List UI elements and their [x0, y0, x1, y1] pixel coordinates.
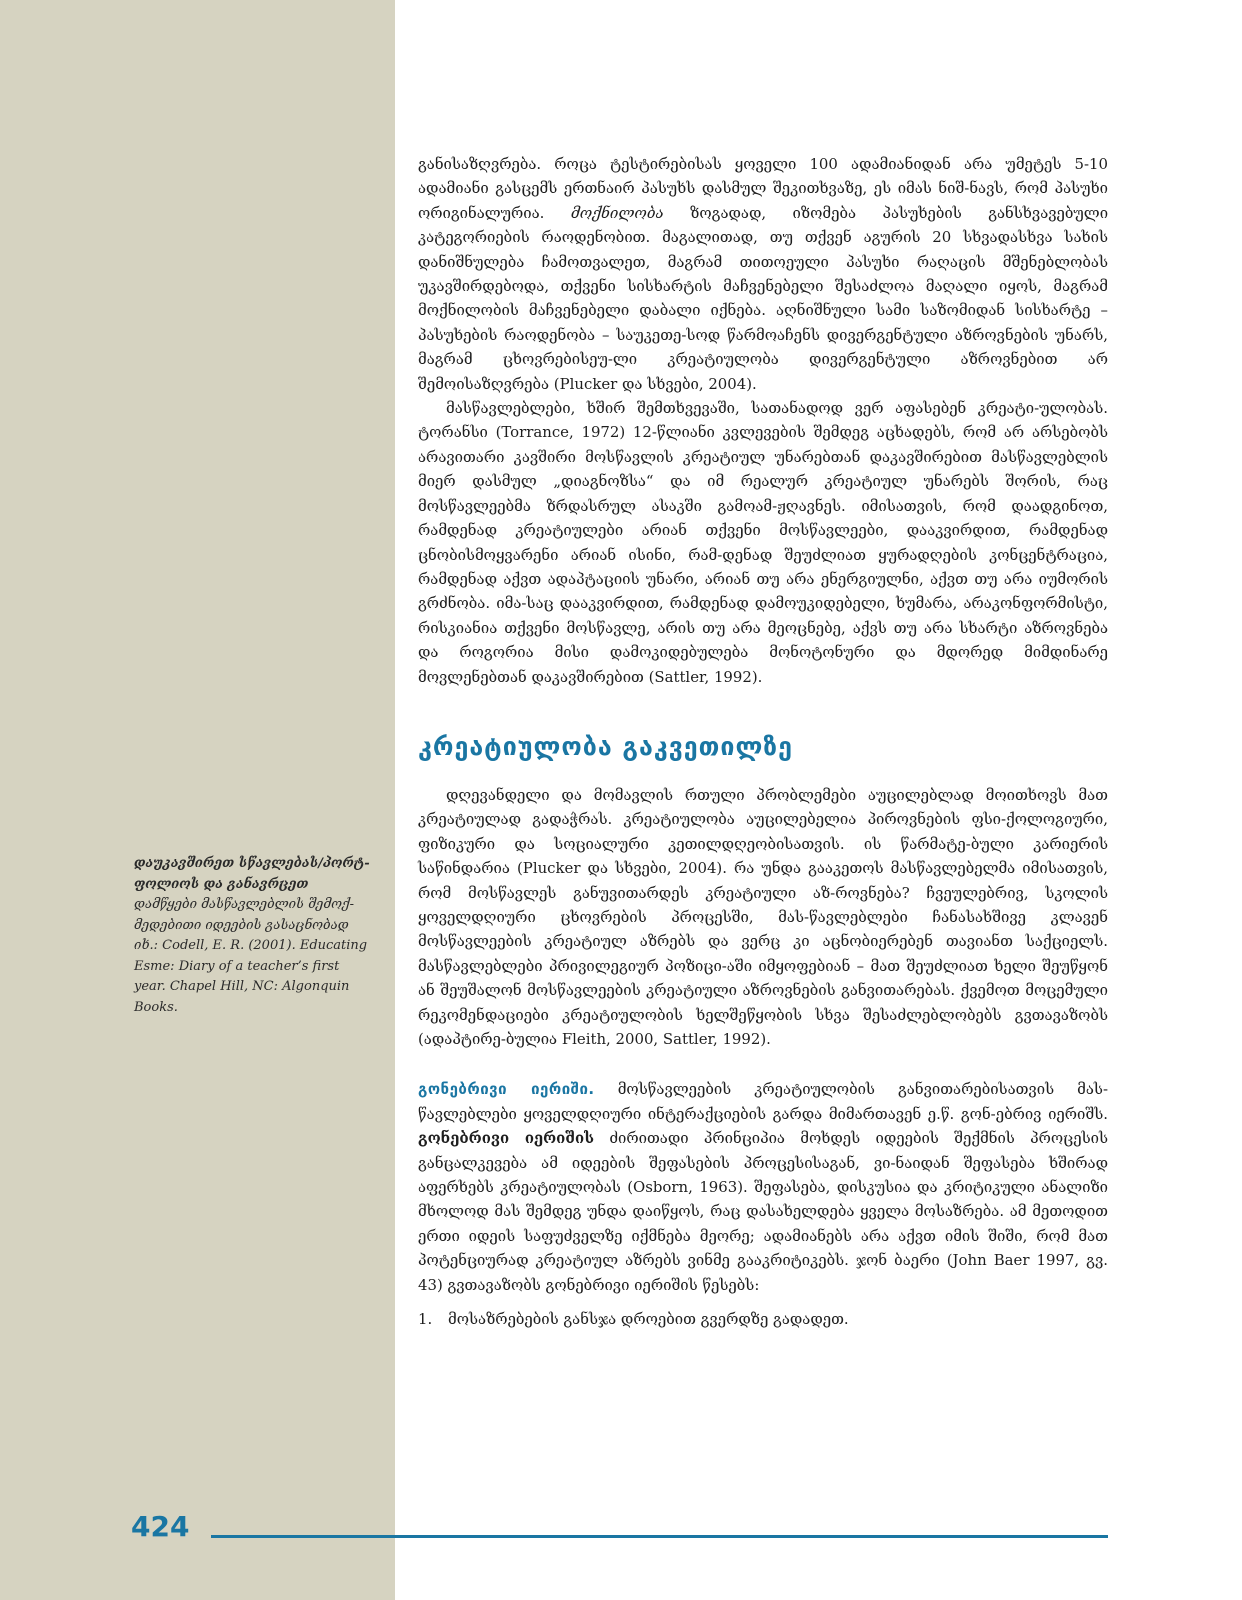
paragraph-1-rest: ზოგადად, იზომება პასუხების განსხვავებული კატეგორიების რაოდენობით. მაგალითად, თუ თქვენ აგურის 20 სხვადასხვა სახის დანიშნულება ჩამოთვალეთ, მაგრამ თითოეული პასუხი რაღაცის მშენებლობას უკავშირდებოდა, თქვენი სისხარტის მაჩვენებელი შესაძლოა მაღალი იყოს, მაგრამ მოქნილობის მაჩვენებელი დაბალი იქნება. აღნიშნული სამი საზომიდან სისხარტე – პასუხების რაოდენობა – საუკეთე-სოდ წარმოაჩენს დივერგენტული აზროვნების უნარს, მაგრამ ცხოვრებისეუ-ლი კრეატიულობა დივერგენტული აზროვნებით არ შემოისაზღვრება (Plucker და სხვები, 2004). [418, 203, 1109, 393]
page-number: 424 [131, 1510, 190, 1543]
paragraph-2: მასწავლებლები, ხშირ შემთხვევაში, სათანადოდ ვერ აფასებენ კრეატი-ულობას. ტორანსი (Torrance, 1972) 12-წლიანი კვლევების შემდეგ აცხადებს, რომ არ არსებობს არავითარი კავშირი მოსწავლის კრეატიულ უნარებთან დაკავშირებით მასწავლებლის მიერ დასმულ „დიაგნოზსა“ და იმ რეალურ კრეატიულ უნარებს შორის, რაც მოსწავლეებმა ზრდასრულ ასაკში გამოამ-ჟღავნეს. იმისათვის, რომ დაადგინოთ, რამდენად კრეატიულები არიან თქვენი მოსწავლეები, დააკვირდით, რამდენად ცნობისმოყვარენი არიან ისინი, რამ-დენად შეუძლიათ ყურადღების კონცენტრაცია, რამდენად აქვთ ადაპტაციის უნარი, არიან თუ არა ენერგიულნი, აქვთ თუ არა იუმორის გრძნობა. იმა-საც დააკვირდით, რამდენად დამოუკიდებელი, ხუმარა, არაკონფორმისტი, რისკიანია თქვენი მოსწავლე, არის თუ არა მეოცნებე, აქვს თუ არა სხარტი აზროვნება და როგორია მისი დამოკიდებულება მონოტონური და მდორედ მიმდინარე მოვლენებთან დაკავშირებით (Sattler, 1992). [418, 399, 1108, 686]
paragraph-4 [418, 1077, 1108, 1297]
rules-list [418, 1307, 1108, 1331]
list-item-text: მოსაზრებების განსჯა დროებით გვერდზე გადადეთ. [448, 1310, 849, 1329]
paragraph-4-a: მოსწავლეების კრეატიულობის განვითარებისათვის მას-წავლებლები ყოველდღიური ინტერაქციების გარდა მიმართავენ ე.წ. გონ-ებრივ იერიშს. [418, 1080, 1109, 1123]
footer-rule [211, 1535, 1108, 1538]
list-item-number: 1. [418, 1310, 433, 1329]
runin-heading: გონებრივი იერიში. [418, 1080, 595, 1099]
flexibility-term: მოქნილობა [570, 203, 664, 222]
paragraph-1 [418, 152, 1108, 396]
margin-note-subtitle: დამწყები მასწავლებლის შემოქ-მედებითი იდეების გასაცნობად [134, 897, 355, 933]
main-text [418, 152, 1108, 1331]
list-item [418, 1307, 1108, 1331]
paragraph-3: დღევანდელი და მომავლის რთული პრობლემები აუცილებლად მოითხოვს მათ კრეატიულად გადაჭრას. კრეატიულობა აუცილებელია პიროვნების ფსი-ქოლოგიური, ფიზიკური და სოციალური კეთილდღეობისათვის. ის წარმატე-ბული კარიერის საწინდარია (Plucker და სხვები, 2004). რა უნდა გააკეთოს მასწავლებელმა იმისათვის, რომ მოსწავლეს განუვითარდეს კრეატიული აზ-როვნება? ჩვეულებრივ, სკოლის ყოველდღიური ცხოვრების პროცესში, მას-წავლებლები ჩანასახშივე კლავენ მოსწავლეების კრეატიულ აზრებს და ვერც კი აცნობიერებენ თავიანთ საქციელს. მასწავლებლები პრივილეგიურ პოზიცი-აში იმყოფებიან – მათ შეუძლიათ ხელი შეუწყონ ან შეუშალონ მოსწავლეების კრეატიული აზროვნების განვითარებას. ქვემოთ მოცემული რეკომენდაციები კრეატიულობის ხელშეწყობის სხვა შესაძლებლობებს გვთავაზობს (ადაპტირე-ბულია Fleith, 2000, Sattler, 1992). [418, 785, 1108, 1048]
margin-note [134, 854, 374, 1018]
margin-note-title: დაუკავშირეთ სწავლებას/პორტ-ფოლიოს და განავრცეთ [134, 856, 370, 892]
brainstorming-term: გონებრივი იერიშის [418, 1129, 594, 1148]
section-heading: კრეატიულობა გაკვეთილზე [418, 731, 793, 761]
paragraph-4-b: ძირითადი პრინციპია მოხდეს იდეების შექმნის პროცესის განცალკევება ამ იდეების შეფასების პროცესისაგან, ვი-ნაიდან შეფასება ხშირად აფერხებს კრეატიულობას (Osborn, 1963). შეფასება, დისკუსია და კრიტიკული ანალიზი მხოლოდ მას შემდეგ უნდა დაიწყოს, რაც დასახელდება ყველა მოსაზრება. ამ მეთოდით ერთი იდეის საფუძველზე იქმნება მეორე; ადამიანებს არა აქვთ იმის შიში, რომ მათ პოტენციურად კრეატიულ აზრებს ვინმე გააკრიტიკებს. ჯონ ბაერი (John Baer 1997, გვ. 43) გვთავაზობს გონებრივი იერიშის წესებს: [418, 1129, 1109, 1294]
paragraph-1-start: განისაზღვრება. როცა ტესტირებისას ყოველი 100 ადამიანიდან არა უმეტეს 5-10 ადამიანი გასცემს ერთნაირ პასუხს დასმულ შეკითხვაზე, ეს იმას ნიშ-ნავს, რომ პასუხი ორიგინალურია. [418, 155, 1108, 222]
spacer [418, 1051, 1108, 1077]
sidebar-panel [0, 0, 395, 1600]
margin-note-reference: იხ.: Codell, E. R. (2001). Educating Esme: Diary of a teacher’s first year. Chapel Hill, NC: Algonquin Books. [134, 938, 368, 1015]
